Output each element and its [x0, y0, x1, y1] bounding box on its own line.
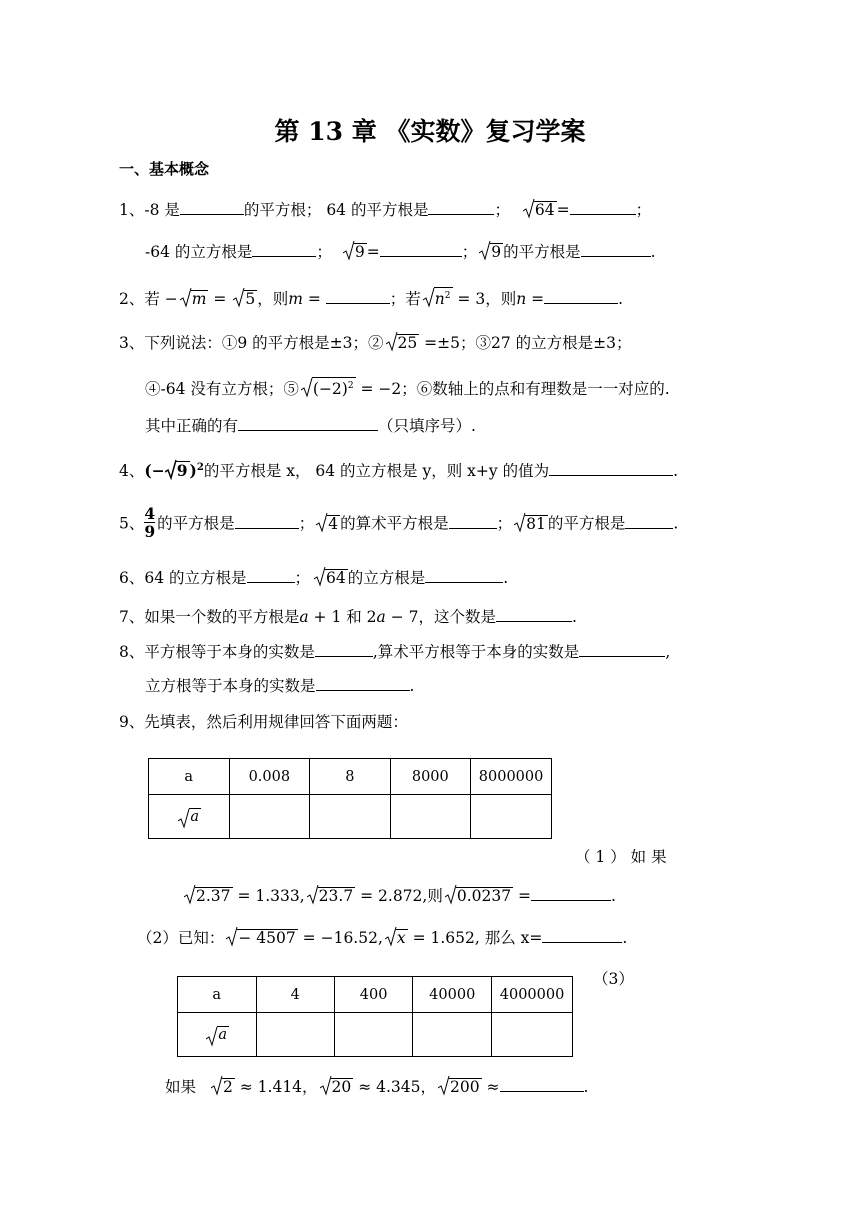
cube-root-symbol: − 4507 — [226, 926, 297, 950]
q5-text: . — [673, 514, 679, 533]
cube-root-symbol: 5 — [233, 287, 257, 311]
sqrt-symbol: a — [206, 1026, 229, 1044]
answer-blank[interactable] — [500, 1075, 584, 1092]
cube-root-symbol: 0.0237 — [445, 884, 513, 908]
sqrt-symbol: 9 — [343, 240, 367, 264]
sqrt-symbol: 25 — [386, 331, 420, 355]
q1-text: ； — [316, 243, 332, 261]
answer-blank[interactable] — [238, 414, 378, 431]
q7-text: 7、如果一个数的平方根是 — [119, 608, 300, 626]
q7-text: . — [572, 608, 577, 626]
answer-blank[interactable] — [380, 240, 462, 257]
table-cell: 8000 — [390, 759, 471, 795]
q2-text: ，则 — [257, 290, 289, 309]
q4-text: . — [673, 462, 679, 481]
radical-sign-icon — [233, 287, 245, 309]
q3-text: ④-64 没有立方根；⑤ — [145, 380, 299, 399]
radical-sign-icon — [343, 240, 355, 262]
answer-blank[interactable] — [531, 884, 611, 901]
radical-sign-icon — [206, 1026, 218, 1048]
question-3-line-1 — [119, 331, 632, 355]
table-cell: 4 — [256, 977, 334, 1013]
q5-text: 的算术平方根是 — [340, 514, 449, 533]
part-1-statement — [182, 884, 616, 908]
question-3-line-2 — [145, 377, 670, 401]
answer-blank[interactable] — [542, 926, 622, 943]
fraction: $\frac{4}{9}$ — [144, 504, 156, 541]
radical-sign-icon — [314, 566, 326, 588]
q2-text: = — [526, 290, 545, 309]
part-1-text: = 1.333, — [232, 887, 305, 905]
q6-text: 6、64 的立方根是 — [119, 569, 247, 587]
part-3-text: 如果 — [165, 1078, 197, 1096]
part-2-text: . — [622, 929, 628, 947]
page-title: 第 13 章 《实数》复习学案 — [274, 117, 586, 146]
radical-sign-icon — [178, 808, 190, 830]
radical-sign-icon — [316, 512, 328, 534]
part-2-text: = −16.52, — [297, 929, 383, 947]
section-heading: 一、基本概念 — [119, 160, 210, 178]
table-header-cell: a — [149, 759, 230, 795]
radical-sign-icon — [386, 331, 398, 353]
part-3-statement — [165, 1075, 588, 1099]
radical-sign-icon — [301, 377, 313, 399]
radical-sign-icon — [184, 884, 196, 906]
cube-root-symbol: x — [385, 926, 408, 950]
table-cell: 0.008 — [229, 759, 310, 795]
part-1-text: . — [611, 887, 616, 905]
radical-sign-icon — [226, 926, 238, 948]
table-cell: 8000000 — [471, 759, 552, 795]
square-root-table — [177, 976, 573, 1057]
part-3-text: ≈ — [481, 1078, 500, 1096]
answer-blank[interactable] — [326, 287, 390, 304]
radical-sign-icon — [180, 287, 192, 309]
q8-text: ,算术平方根等于本身的实数是 — [372, 643, 580, 661]
answer-blank[interactable] — [247, 566, 295, 583]
q5-text: 的平方根是 — [547, 514, 626, 533]
q1-text: = — [366, 243, 380, 261]
radical-sign-icon — [165, 459, 177, 481]
q5-text: 的平方根是 — [157, 514, 235, 533]
part-3-text: . — [583, 1078, 589, 1096]
cube-root-symbol: m — [180, 287, 209, 311]
q1-text: 的平方根是 — [503, 243, 581, 261]
q2-text: 2、若 − — [119, 290, 178, 309]
sqrt-symbol: 9 — [479, 240, 503, 264]
part-2-statement — [137, 926, 627, 950]
q1-text: 的平方根； 64 的平方根是 — [243, 201, 429, 219]
cube-root-symbol: 23.7 — [307, 884, 356, 908]
question-1-line-1 — [119, 198, 651, 222]
q7-text: − 7，这个数是 — [385, 608, 497, 626]
table-cell: 4000000 — [492, 977, 573, 1013]
answer-blank[interactable] — [579, 640, 665, 657]
part-3-text: ≈ 4.345， — [353, 1078, 436, 1096]
q8-text: , — [665, 643, 671, 661]
question-8-line-2 — [145, 674, 414, 698]
q3-text: = −2；⑥数轴上的点和有理数是一一对应的. — [355, 380, 670, 399]
q4-text: 的平方根是 x， 64 的立方根是 y，则 x+y 的值为 — [203, 462, 550, 481]
cube-root-symbol: 2.37 — [184, 884, 233, 908]
sqrt-symbol: 64 — [523, 198, 557, 222]
answer-cell[interactable] — [492, 1013, 573, 1057]
answer-blank[interactable] — [425, 566, 503, 583]
q3-text: （只填序号）. — [378, 417, 476, 435]
q2-text: = — [302, 290, 326, 309]
question-2 — [119, 287, 623, 311]
answer-blank[interactable] — [316, 674, 410, 691]
sqrt-symbol: 2 — [211, 1075, 235, 1099]
sqrt-symbol: 4 — [316, 512, 340, 536]
table-header-cell — [149, 795, 230, 839]
answer-cell[interactable] — [471, 795, 552, 839]
answer-blank[interactable] — [449, 512, 497, 529]
answer-blank[interactable] — [496, 605, 572, 622]
answer-blank[interactable] — [544, 287, 618, 304]
q1-text: = — [556, 201, 570, 219]
sqrt-symbol: 20 — [320, 1075, 354, 1099]
q1-text: 1、-8 是 — [119, 201, 180, 219]
radical-sign-icon — [438, 1075, 450, 1097]
question-6 — [119, 566, 508, 590]
radical-sign-icon — [423, 287, 435, 309]
q1-text: . — [650, 243, 656, 261]
part-1-text: = 2.872,则 — [355, 887, 443, 905]
q2-text: = — [208, 290, 232, 309]
q2-var: n — [516, 290, 527, 309]
table-cell: 8 — [310, 759, 390, 795]
radical-sign-icon — [523, 198, 535, 220]
q3-text: =±5；③27 的立方根是±3； — [419, 334, 632, 352]
answer-blank[interactable] — [252, 240, 316, 257]
table-header-cell: a — [178, 977, 257, 1013]
answer-cell[interactable] — [310, 795, 390, 839]
sqrt-symbol: 64 — [314, 566, 348, 590]
q6-text: 的立方根是 — [347, 569, 426, 587]
answer-cell[interactable] — [413, 1013, 492, 1057]
q4-text: 4、 — [119, 462, 145, 481]
answer-blank[interactable] — [570, 198, 636, 215]
q1-text: ； — [461, 243, 478, 261]
q2-text: . — [618, 290, 624, 309]
part-2-text: （2）已知： — [137, 929, 225, 947]
question-7 — [119, 605, 577, 629]
question-8-line-1 — [119, 640, 670, 664]
answer-blank[interactable] — [180, 198, 244, 215]
sqrt-symbol: 9 — [165, 459, 190, 483]
answer-blank[interactable] — [315, 640, 373, 657]
radical-sign-icon — [385, 926, 397, 948]
answer-blank[interactable] — [625, 512, 673, 529]
part-2-text: = 1.652, 那么 x= — [407, 929, 543, 947]
q8-text: 立方根等于本身的实数是 — [145, 677, 316, 695]
table-cell: 400 — [334, 977, 413, 1013]
answer-blank[interactable] — [428, 198, 494, 215]
cube-root-table — [148, 758, 552, 839]
q2-text: = 3，则 — [452, 290, 517, 309]
question-3-line-3 — [145, 414, 476, 438]
answer-blank[interactable] — [581, 240, 651, 257]
q5-text: ； — [496, 514, 513, 533]
q7-text: + 1 和 2 — [308, 608, 377, 626]
q6-text: ； — [294, 569, 311, 587]
answer-blank[interactable] — [235, 512, 299, 529]
table-cell: 40000 — [413, 977, 492, 1013]
radical-sign-icon — [320, 1075, 332, 1097]
q3-text: 3、下列说法：①9 的平方根是±3；② — [119, 334, 384, 352]
q5-text: 5、 — [119, 514, 145, 533]
q8-text: . — [409, 677, 415, 695]
question-5 — [119, 504, 679, 542]
sqrt-symbol: $(-2)^2$ — [301, 377, 356, 401]
answer-cell[interactable] — [390, 795, 471, 839]
q1-text: ； — [494, 201, 510, 219]
q1-text: -64 的立方根是 — [145, 243, 253, 261]
q3-text: 其中正确的有 — [145, 417, 239, 435]
q2-text: ；若 — [389, 290, 421, 309]
q7-var: a — [299, 608, 309, 626]
radical-sign-icon — [479, 240, 491, 262]
part-3-label: （3） — [593, 970, 634, 988]
table-header-cell — [178, 1013, 257, 1057]
sqrt-symbol: $n^2$ — [423, 287, 453, 311]
radical-sign-icon — [211, 1075, 223, 1097]
question-1-line-2 — [145, 240, 656, 264]
q6-text: . — [503, 569, 509, 587]
radical-sign-icon — [445, 884, 457, 906]
answer-cell[interactable] — [334, 1013, 413, 1057]
question-4: 4、(− 9 )$^2$的平方根是 x， 64 的立方根是 y，则 x+y 的值为 . — [119, 456, 678, 483]
part-3-text: ≈ 1.414， — [234, 1078, 318, 1096]
q2-var: m — [288, 290, 303, 309]
part-1-text: = — [513, 887, 532, 905]
part-1-label: （ 1 ） 如 果 — [575, 848, 667, 866]
answer-cell[interactable] — [229, 795, 310, 839]
q8-text: 8、平方根等于本身的实数是 — [119, 643, 315, 661]
radical-sign-icon — [514, 512, 526, 534]
q5-text: ； — [298, 514, 315, 533]
question-9-intro: 9、先填表，然后利用规律回答下面两题： — [119, 713, 408, 731]
q7-var: a — [376, 608, 386, 626]
sqrt-symbol: 81 — [514, 512, 548, 536]
sqrt-symbol: 200 — [438, 1075, 482, 1099]
answer-blank[interactable] — [549, 459, 673, 476]
cube-root-symbol: a — [178, 808, 201, 826]
radical-sign-icon — [307, 884, 319, 906]
q1-text: ； — [635, 201, 652, 219]
answer-cell[interactable] — [256, 1013, 334, 1057]
